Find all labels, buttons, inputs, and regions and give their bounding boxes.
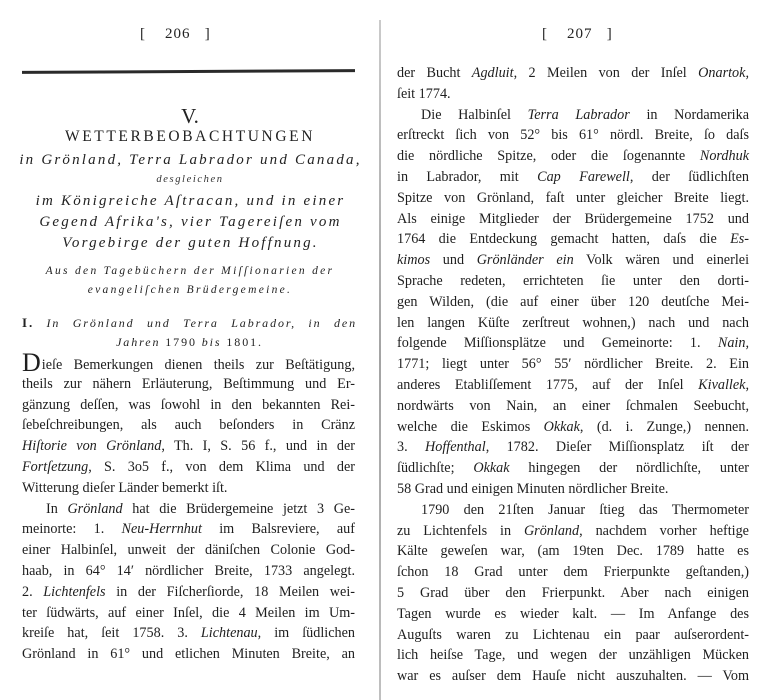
source-note-line: Aus den Tagebüchern der Miſſionarien der (45, 265, 335, 277)
italic-text: Nordhuk (699, 148, 749, 165)
text-span: , S. 3o5 f., von dem Klima und der (88, 458, 355, 475)
text-line: ſeit 1774. (397, 85, 451, 102)
text-line: lich heiſse Tage, und wegen der unzähligen Mücken (397, 647, 749, 664)
text-line: 1771; liegt unter 56° 55′ nördlicher Breite. 2. Ein (397, 356, 749, 373)
section-year: 1790 (165, 335, 197, 349)
text-span: ſüdlichſte; (397, 460, 474, 477)
source-note (20, 262, 360, 300)
section-heading (22, 313, 357, 352)
section-year: 1801. (226, 335, 263, 349)
header-rule (22, 69, 355, 74)
italic-text: Terra Labrador (527, 106, 630, 123)
text-span: Volk wären und einerlei (573, 252, 750, 269)
text-span: , nachdem vorher heftige (579, 522, 749, 539)
chapter-subtitle-line: Vorgebirge der guten Hoffnung. (62, 235, 319, 251)
text-span: , (d. i. Zunge,) nennen. (579, 418, 749, 435)
chapter-subtitle-line: in Grönland, Terra Labrador und Canada, (19, 152, 362, 168)
text-line: war es auſser dem Hauſe nicht auszuhalten. — Vom (397, 668, 749, 685)
text-line: Spitze von Grönland, faſt unter gleicher Breite liegt. (397, 189, 749, 206)
body-text (22, 348, 356, 665)
italic-text: Agdluit (471, 65, 514, 81)
chapter-title: WETTERBEOBACHTUNGEN (64, 128, 315, 145)
italic-text: Es- (730, 231, 749, 248)
text-line (22, 623, 355, 644)
text-span: meinorte: 1. (22, 521, 122, 538)
chapter-subtitle-line: im Königreiche Aſtracan, und in einer (35, 193, 346, 209)
section-title: Jahren (116, 335, 161, 349)
text-span: , Th. I, S. 56 f., und in der (161, 438, 355, 455)
text-line: gen Wilden, (die auf einer über 120 deutſche Mei- (397, 293, 749, 310)
text-span: In (46, 500, 68, 517)
text-line: 1790 den 21ſten Januar ſtieg das Thermometer (421, 501, 749, 518)
italic-text: Neu-Herrnhut (121, 521, 202, 538)
text-line (22, 582, 355, 603)
text-span: in Labrador, mit (397, 168, 538, 185)
text-line: len langen Küſte zerſtreut wohnen,) nach und nach (397, 314, 749, 331)
page-gutter (379, 20, 381, 700)
text-line (397, 63, 749, 84)
text-line: ſebeſchreibungen, als auch beſonders in Cränz (22, 417, 355, 434)
italic-text: Grönland (523, 522, 580, 539)
italic-text: Fortſetzung (22, 458, 89, 475)
text-span: kreiſe hat, ſeit 1758. 3. (22, 625, 201, 642)
text-line (397, 333, 749, 354)
page-number: [ 206 ] (140, 26, 211, 42)
text-line (397, 250, 749, 271)
text-span: in der Fiſcherſiorde, 18 Meilen wei- (105, 583, 356, 600)
italic-text: Lichtenfels (43, 583, 106, 600)
italic-text: Onartok, (698, 65, 749, 81)
text-line (397, 229, 749, 250)
text-line (397, 167, 749, 188)
text-line: Grönland in 61° und etlichen Minuten Breite, an (22, 646, 355, 663)
text-line: Kälte geweſen war, (am 19ten Dec. 1789 hatte es (397, 543, 749, 560)
text-span: , der ſüdlichſten (629, 168, 749, 185)
text-line: ter ſüdwärts, auf einer Inſel, die 4 Meilen im Um- (22, 604, 355, 621)
text-line: 58 Grad und einigen Minuten nördlicher Breite. (397, 480, 669, 497)
text-line (397, 458, 749, 479)
text-line (22, 499, 355, 520)
section-number: I. (22, 315, 35, 330)
text-line (22, 436, 355, 457)
text-line (22, 457, 355, 478)
italic-text: Grönland (67, 500, 123, 517)
text-line: erſtreckt ſich von 52° bis 61° nördl. Breite, ſo daſs (397, 127, 749, 144)
text-line (397, 521, 749, 542)
text-line: gänzung deſſen, was ſowohl in den bekannten Rei- (22, 396, 355, 413)
text-span: , 2 Meilen von der Inſel (513, 65, 699, 81)
text-span: hingegen der nördlichſte, unter (509, 460, 750, 477)
text-line (397, 437, 749, 458)
text-span: , 1782. Dieſer Miſſionsplatz iſt der (485, 439, 749, 456)
text-span: ieſe Bemerkungen dienen theils zur Beſtätigung, (41, 357, 355, 373)
text-line: ſchon 18 Grad unter dem Frierpunkte geſtanden,) (397, 564, 749, 581)
text-line: Tagen wurde es wieder kalt. — Im Anfange des (397, 605, 749, 622)
section-title: In Grönland und Terra Labrador, in den (46, 316, 357, 330)
source-note-line: evangeliſchen Brüdergemeine. (87, 284, 293, 296)
text-span: , im ſüdlichen (257, 625, 355, 642)
text-line: nordwärts von Nain, an einer ſchmalen Seebucht, (397, 397, 749, 414)
italic-text: Okkak (473, 460, 510, 477)
italic-text: kimos (397, 252, 431, 269)
text-span: im Balsreviere, auf (201, 521, 355, 538)
text-line: 5 Grad über den Frierpunkt. Aber nach einigen (397, 584, 749, 601)
text-span: anderes Etabliſſement 1775, auf der Inſel (397, 376, 699, 393)
text-line: Witterung dieſer Länder bemerkt iſt. (22, 479, 228, 496)
section-heading-line (22, 313, 357, 333)
section-heading-line (22, 333, 357, 352)
text-span: 2. (22, 583, 44, 600)
text-line (397, 146, 749, 167)
chapter-number: V. (181, 104, 199, 128)
text-span: zu Lichtenfels in (397, 522, 524, 539)
italic-text: Okkak (543, 418, 580, 435)
page-number: [ 207 ] (542, 26, 613, 42)
right-page (382, 0, 765, 700)
subtitle-connector: desgleichen (156, 174, 224, 185)
text-line (397, 417, 749, 438)
chapter-subtitle-line: Gegend Afrika's, vier Tagereiſen vom (39, 214, 342, 230)
italic-text: Kivallek, (698, 376, 749, 393)
text-line (397, 105, 749, 126)
text-span: und (430, 252, 477, 269)
left-page (0, 0, 380, 700)
text-span: folgende Miſſionsplätze und Gemeinorte: 1. (397, 335, 718, 352)
text-line: einer Halbinſel, unweit der däniſchen Colonie God- (22, 542, 355, 559)
italic-text: Nain, (717, 335, 749, 352)
italic-text: Grönländer ein (476, 252, 574, 269)
text-line (22, 519, 355, 540)
text-line: Sprache redeten, errichteten ſie unter den dorti- (397, 272, 749, 289)
text-line (22, 348, 355, 377)
text-line (397, 375, 749, 396)
text-span: welche die Eskimos (397, 418, 544, 435)
italic-text: Cap Farewell (537, 168, 630, 185)
text-line: Auguſts waren zu Lichtenau ein paar auſserordent- (397, 626, 749, 643)
text-line: theils zur nähern Erläuterung, Beſtimmung und Er- (22, 375, 355, 392)
text-span: 3. (397, 439, 425, 456)
text-span: 1764 die Entdeckung gemacht hatten, daſs die (397, 231, 731, 248)
section-title: bis (201, 335, 222, 349)
italic-text: Lichtenau (200, 625, 258, 642)
italic-text: Hiſtorie von Grönland (22, 438, 162, 455)
text-span: die nördliche Spitze, oder die ſogenannte (397, 148, 700, 165)
italic-text: Hoffenthal (425, 439, 486, 456)
text-span: in Nordamerika (629, 106, 750, 123)
text-span: der Bucht (397, 65, 472, 81)
text-line: haab, in 64° 14′ nördlicher Breite, 1733 angelegt. (22, 562, 355, 579)
text-span: Die Halbinſel (421, 106, 528, 123)
drop-cap: D (22, 348, 41, 377)
text-line: Als einige Mitglieder der Brüdergemeine 1752 und (397, 210, 749, 227)
body-text (397, 63, 749, 687)
text-span: hat die Brüdergemeine jetzt 3 Ge- (122, 500, 355, 517)
